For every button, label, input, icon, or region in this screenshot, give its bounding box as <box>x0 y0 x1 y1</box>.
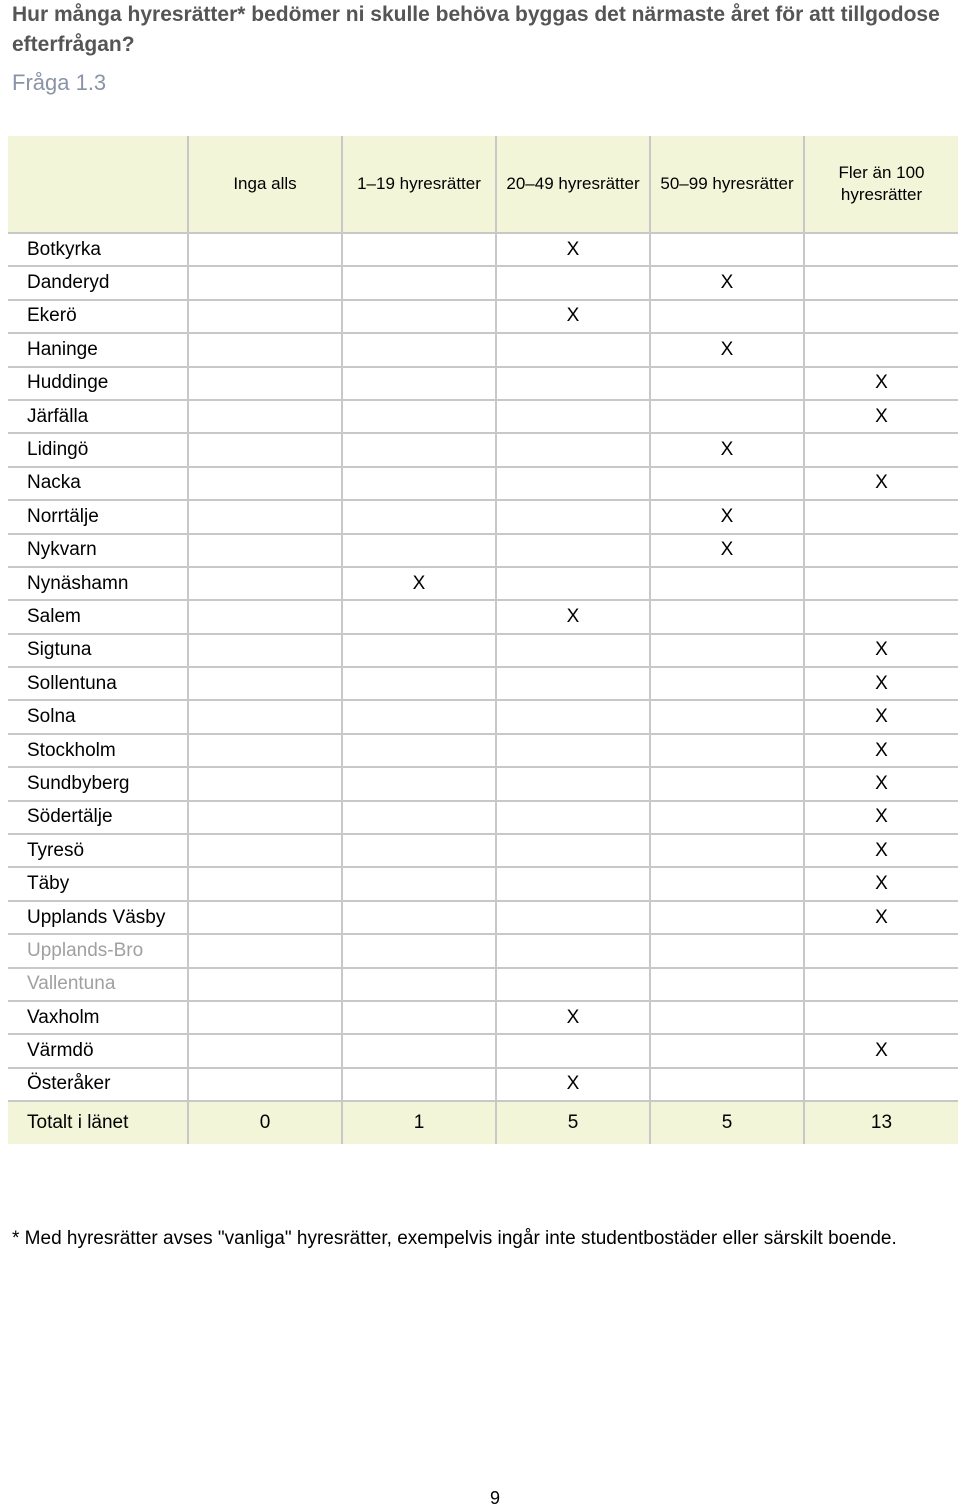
empty-cell <box>496 400 650 433</box>
empty-cell <box>188 901 342 934</box>
table-row <box>8 367 958 400</box>
empty-cell <box>650 934 804 967</box>
empty-cell <box>188 1034 342 1067</box>
empty-cell <box>804 934 958 967</box>
empty-cell <box>496 834 650 867</box>
empty-cell <box>342 534 496 567</box>
empty-cell <box>804 534 958 567</box>
municipality-name: Lidingö <box>8 433 188 466</box>
selection-mark: X <box>804 801 958 834</box>
empty-cell <box>342 867 496 900</box>
empty-cell <box>342 300 496 333</box>
empty-cell <box>650 1001 804 1034</box>
empty-cell <box>342 233 496 266</box>
empty-cell <box>188 968 342 1001</box>
empty-cell <box>804 333 958 366</box>
total-value-20-49: 5 <box>496 1101 650 1144</box>
municipality-name: Salem <box>8 600 188 633</box>
empty-cell <box>188 333 342 366</box>
municipality-name: Vallentuna <box>8 968 188 1001</box>
municipality-name: Täby <box>8 867 188 900</box>
table-header-row <box>8 136 958 233</box>
empty-cell <box>804 968 958 1001</box>
empty-cell <box>188 567 342 600</box>
municipality-name: Nacka <box>8 467 188 500</box>
selection-mark: X <box>804 467 958 500</box>
empty-cell <box>496 500 650 533</box>
table-row <box>8 968 958 1001</box>
question-number: Fråga 1.3 <box>12 70 107 95</box>
selection-mark: X <box>804 634 958 667</box>
empty-cell <box>496 968 650 1001</box>
selection-mark: X <box>804 901 958 934</box>
empty-cell <box>496 433 650 466</box>
selection-mark: X <box>650 433 804 466</box>
empty-cell <box>650 300 804 333</box>
municipality-name: Järfälla <box>8 400 188 433</box>
empty-cell <box>188 467 342 500</box>
empty-cell <box>342 467 496 500</box>
municipality-name: Vaxholm <box>8 1001 188 1034</box>
municipality-name: Huddinge <box>8 367 188 400</box>
empty-cell <box>188 600 342 633</box>
total-row <box>8 1101 958 1144</box>
empty-cell <box>650 801 804 834</box>
empty-cell <box>342 1068 496 1101</box>
empty-cell <box>650 767 804 800</box>
empty-cell <box>342 266 496 299</box>
empty-cell <box>650 600 804 633</box>
municipality-name: Sundbyberg <box>8 767 188 800</box>
empty-cell <box>188 801 342 834</box>
empty-cell <box>496 333 650 366</box>
municipality-name: Sigtuna <box>8 634 188 667</box>
empty-cell <box>188 767 342 800</box>
empty-cell <box>342 367 496 400</box>
empty-cell <box>804 266 958 299</box>
selection-mark: X <box>496 233 650 266</box>
empty-cell <box>650 968 804 1001</box>
empty-cell <box>496 467 650 500</box>
selection-mark: X <box>650 500 804 533</box>
empty-cell <box>188 400 342 433</box>
empty-cell <box>650 1034 804 1067</box>
table-row <box>8 901 958 934</box>
selection-mark: X <box>496 300 650 333</box>
empty-cell <box>342 500 496 533</box>
empty-cell <box>342 801 496 834</box>
empty-cell <box>188 834 342 867</box>
table-row <box>8 266 958 299</box>
column-header-none: Inga alls <box>188 136 342 233</box>
table-row <box>8 600 958 633</box>
empty-cell <box>496 634 650 667</box>
empty-cell <box>496 667 650 700</box>
table-row <box>8 934 958 967</box>
total-value-none: 0 <box>188 1101 342 1144</box>
table-row <box>8 433 958 466</box>
empty-cell <box>496 534 650 567</box>
total-label: Totalt i länet <box>8 1101 188 1144</box>
municipality-name: Tyresö <box>8 834 188 867</box>
empty-cell <box>342 333 496 366</box>
page-number: 9 <box>489 1488 500 1508</box>
selection-mark: X <box>804 400 958 433</box>
empty-cell <box>650 467 804 500</box>
table-row <box>8 801 958 834</box>
municipality-name: Upplands Väsby <box>8 901 188 934</box>
empty-cell <box>188 700 342 733</box>
selection-mark: X <box>804 767 958 800</box>
table-row <box>8 1034 958 1067</box>
selection-mark: X <box>804 834 958 867</box>
municipality-name: Botkyrka <box>8 233 188 266</box>
column-header-1-19: 1–19 hyresrätter <box>342 136 496 233</box>
table-row <box>8 567 958 600</box>
empty-cell <box>496 734 650 767</box>
empty-cell <box>804 500 958 533</box>
question-title: Hur många hyresrätter* bedömer ni skulle behöva byggas det närmaste året för att tillgodose efterfrågan? <box>12 3 940 56</box>
selection-mark: X <box>804 667 958 700</box>
table-row <box>8 834 958 867</box>
total-value-over-100: 13 <box>804 1101 958 1144</box>
table-row <box>8 467 958 500</box>
empty-cell <box>188 233 342 266</box>
table-row <box>8 333 958 366</box>
municipality-name: Nykvarn <box>8 534 188 567</box>
empty-cell <box>496 1034 650 1067</box>
column-header-50-99: 50–99 hyresrätter <box>650 136 804 233</box>
column-header-20-49: 20–49 hyresrätter <box>496 136 650 233</box>
empty-cell <box>342 901 496 934</box>
empty-cell <box>188 1068 342 1101</box>
empty-cell <box>650 867 804 900</box>
table-row <box>8 500 958 533</box>
table-row <box>8 700 958 733</box>
table-row <box>8 867 958 900</box>
selection-mark: X <box>804 867 958 900</box>
empty-cell <box>650 567 804 600</box>
selection-mark: X <box>496 1068 650 1101</box>
table-row <box>8 534 958 567</box>
selection-mark: X <box>804 700 958 733</box>
empty-cell <box>804 600 958 633</box>
empty-cell <box>804 433 958 466</box>
empty-cell <box>188 667 342 700</box>
empty-cell <box>342 634 496 667</box>
total-value-1-19: 1 <box>342 1101 496 1144</box>
empty-cell <box>188 1001 342 1034</box>
empty-cell <box>188 300 342 333</box>
empty-cell <box>188 433 342 466</box>
empty-cell <box>342 600 496 633</box>
table-body <box>8 233 958 1101</box>
municipality-name: Österåker <box>8 1068 188 1101</box>
empty-cell <box>650 834 804 867</box>
table-row <box>8 634 958 667</box>
empty-cell <box>804 300 958 333</box>
header-corner-cell <box>8 136 188 233</box>
municipality-name: Haninge <box>8 333 188 366</box>
table-row <box>8 1068 958 1101</box>
empty-cell <box>188 266 342 299</box>
empty-cell <box>496 700 650 733</box>
empty-cell <box>342 934 496 967</box>
empty-cell <box>188 534 342 567</box>
selection-mark: X <box>804 734 958 767</box>
municipality-name: Värmdö <box>8 1034 188 1067</box>
empty-cell <box>496 266 650 299</box>
empty-cell <box>496 934 650 967</box>
table-row <box>8 734 958 767</box>
selection-mark: X <box>496 600 650 633</box>
selection-mark: X <box>804 367 958 400</box>
empty-cell <box>188 734 342 767</box>
empty-cell <box>188 634 342 667</box>
empty-cell <box>650 634 804 667</box>
empty-cell <box>342 767 496 800</box>
empty-cell <box>342 968 496 1001</box>
empty-cell <box>188 500 342 533</box>
empty-cell <box>650 734 804 767</box>
table-row <box>8 667 958 700</box>
municipality-name: Södertälje <box>8 801 188 834</box>
column-header-over-100: Fler än 100 hyresrätter <box>804 136 958 233</box>
empty-cell <box>188 867 342 900</box>
table-row <box>8 1001 958 1034</box>
empty-cell <box>342 400 496 433</box>
total-value-50-99: 5 <box>650 1101 804 1144</box>
empty-cell <box>496 901 650 934</box>
empty-cell <box>342 1034 496 1067</box>
empty-cell <box>650 1068 804 1101</box>
selection-mark: X <box>342 567 496 600</box>
empty-cell <box>650 901 804 934</box>
empty-cell <box>342 700 496 733</box>
selection-mark: X <box>496 1001 650 1034</box>
empty-cell <box>804 567 958 600</box>
empty-cell <box>496 367 650 400</box>
empty-cell <box>804 1068 958 1101</box>
selection-mark: X <box>804 1034 958 1067</box>
empty-cell <box>342 734 496 767</box>
empty-cell <box>188 367 342 400</box>
empty-cell <box>496 567 650 600</box>
selection-mark: X <box>650 534 804 567</box>
empty-cell <box>650 700 804 733</box>
table-row <box>8 233 958 266</box>
municipality-name: Nynäshamn <box>8 567 188 600</box>
empty-cell <box>650 233 804 266</box>
empty-cell <box>342 1001 496 1034</box>
footnote: * Med hyresrätter avses "vanliga" hyresrätter, exempelvis ingår inte studentbostäder eller särskilt boende. <box>12 1228 897 1249</box>
empty-cell <box>650 667 804 700</box>
empty-cell <box>650 367 804 400</box>
empty-cell <box>650 400 804 433</box>
table-row <box>8 400 958 433</box>
municipality-name: Solna <box>8 700 188 733</box>
municipality-name: Stockholm <box>8 734 188 767</box>
empty-cell <box>496 801 650 834</box>
table-row <box>8 300 958 333</box>
selection-mark: X <box>650 333 804 366</box>
municipality-name: Sollentuna <box>8 667 188 700</box>
empty-cell <box>342 667 496 700</box>
empty-cell <box>188 934 342 967</box>
selection-mark: X <box>650 266 804 299</box>
empty-cell <box>804 233 958 266</box>
municipality-name: Upplands-Bro <box>8 934 188 967</box>
municipality-name: Danderyd <box>8 266 188 299</box>
empty-cell <box>342 834 496 867</box>
empty-cell <box>342 433 496 466</box>
municipality-name: Ekerö <box>8 300 188 333</box>
results-table <box>8 136 958 1144</box>
municipality-name: Norrtälje <box>8 500 188 533</box>
empty-cell <box>804 1001 958 1034</box>
empty-cell <box>496 867 650 900</box>
empty-cell <box>496 767 650 800</box>
table-row <box>8 767 958 800</box>
